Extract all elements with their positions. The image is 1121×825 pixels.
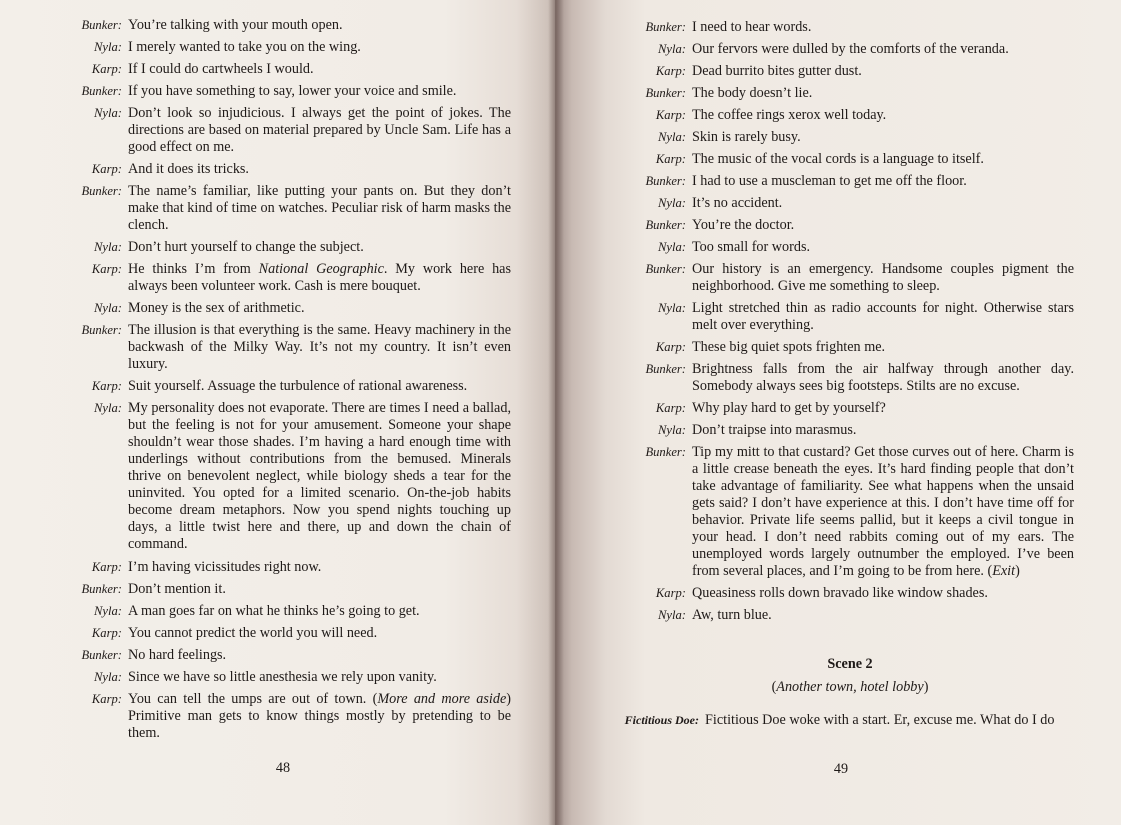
scene-setting: (Another town, hotel lobby) (771, 679, 929, 695)
dialogue-text: Tip my mitt to that custard? Get those curves out of here. Charm is a little crease beneath the eyes. It’s hard finding people that don’t take advantage of familiarity. See what happens when the unsaid gets said? I don’t have experience at this. I don’t have time off for behavior. Private life seems pallid, but it keeps a civil tongue in your head. I don’t need rabbits coming out of my ears. The unemployed words largely outnumber the employed. I’ve been from several places, and I’m going to be from here. (Exit) (692, 444, 1074, 579)
dialogue-text: Too small for words. (692, 239, 811, 255)
speaker-name: Karp: (655, 340, 686, 354)
dialogue-entry (0, 647, 511, 664)
dialogue-text: The name’s familiar, like putting your pants on. But they don’t make that kind of time on watches. Peculiar risk of harm masks the clench. (128, 183, 511, 233)
left-page (0, 0, 555, 825)
speaker-name: Nyla: (658, 130, 686, 144)
dialogue-entry (555, 444, 1074, 580)
dialogue-text: Skin is rarely busy. (692, 129, 801, 145)
dialogue-entry (0, 322, 511, 373)
speaker-name: Nyla: (94, 40, 122, 54)
dialogue-entry (0, 378, 511, 395)
dialogue-text: Fictitious Doe woke with a start. Er, excuse me. What do I do (705, 712, 1055, 728)
dialogue-entry (0, 581, 511, 598)
dialogue-entry (0, 559, 511, 576)
speaker-name: Bunker: (81, 18, 122, 32)
speaker-name: Bunker: (645, 262, 686, 276)
speaker-name: Bunker: (81, 323, 122, 337)
dialogue-entry (0, 161, 511, 178)
dialogue-text: The illusion is that everything is the same. Heavy machinery in the backwash of the Milky Way. It’s not my country. It isn’t even luxury. (128, 322, 511, 372)
dialogue-entry (0, 61, 511, 78)
speaker-name: Nyla: (94, 401, 122, 415)
dialogue-entry (555, 712, 1065, 729)
dialogue-entry (555, 607, 1074, 624)
dialogue-entry (555, 217, 1074, 234)
dialogue-text: Suit yourself. Assuage the turbulence of rational awareness. (128, 378, 468, 394)
dialogue-entry (555, 63, 1074, 80)
speaker-name: Karp: (655, 586, 686, 600)
dialogue-text: These big quiet spots frighten me. (692, 339, 886, 355)
dialogue-entry (555, 85, 1074, 102)
speaker-name: Nyla: (658, 240, 686, 254)
speaker-name: Karp: (655, 108, 686, 122)
dialogue-text: Aw, turn blue. (692, 607, 772, 623)
right-page (555, 0, 1121, 825)
speaker-name: Fictitious Doe: (624, 713, 699, 727)
dialogue-text: If you have something to say, lower your voice and smile. (128, 83, 457, 99)
dialogue-entry (0, 300, 511, 317)
speaker-name: Bunker: (81, 184, 122, 198)
speaker-name: Bunker: (81, 84, 122, 98)
dialogue-text: Our history is an emergency. Handsome couples pigment the neighborhood. Give me something to sleep. (692, 261, 1074, 294)
dialogue-text: Queasiness rolls down bravado like window shades. (692, 585, 988, 601)
dialogue-entry (555, 361, 1074, 395)
page-number: 48 (275, 760, 291, 776)
dialogue-text: You can tell the umps are out of town. (More and more aside) Primitive man gets to know things mostly by pretending to be them. (128, 691, 511, 741)
dialogue-entry (0, 603, 511, 620)
dialogue-entry (555, 173, 1074, 190)
dialogue-text: Why play hard to get by yourself? (692, 400, 886, 416)
dialogue-text: Brightness falls from the air halfway through another day. Somebody always sees big footsteps. Stilts are no excuse. (692, 361, 1074, 394)
dialogue-text: You’re the doctor. (692, 217, 795, 233)
dialogue-text: I had to use a muscleman to get me off the floor. (692, 173, 967, 189)
speaker-name: Karp: (655, 152, 686, 166)
dialogue-text: Don’t mention it. (128, 581, 226, 597)
dialogue-text: I merely wanted to take you on the wing. (128, 39, 361, 55)
speaker-name: Nyla: (94, 604, 122, 618)
dialogue-entry (555, 151, 1074, 168)
speaker-name: Nyla: (658, 423, 686, 437)
dialogue-entry (555, 41, 1074, 58)
speaker-name: Karp: (91, 379, 122, 393)
speaker-name: Nyla: (94, 240, 122, 254)
dialogue-entry (0, 83, 511, 100)
speaker-name: Karp: (91, 162, 122, 176)
dialogue-text: The body doesn’t lie. (692, 85, 813, 101)
speaker-name: Nyla: (658, 42, 686, 56)
speaker-name: Nyla: (658, 196, 686, 210)
dialogue-text: The music of the vocal cords is a language to itself. (692, 151, 984, 167)
dialogue-entry (555, 422, 1074, 439)
speaker-name: Bunker: (645, 218, 686, 232)
dialogue-text: He thinks I’m from National Geographic. My work here has always been volunteer work. Cash is mere bouquet. (128, 261, 512, 294)
dialogue-text: Since we have so little anesthesia we rely upon vanity. (128, 669, 437, 685)
speaker-name: Bunker: (645, 445, 686, 459)
dialogue-entry (0, 39, 511, 56)
dialogue-entry (555, 129, 1074, 146)
dialogue-entry (555, 261, 1074, 295)
dialogue-entry (0, 239, 511, 256)
dialogue-entry (0, 105, 511, 156)
dialogue-entry (0, 400, 511, 553)
speaker-name: Bunker: (645, 174, 686, 188)
dialogue-text: Dead burrito bites gutter dust. (692, 63, 862, 79)
dialogue-text: Money is the sex of arithmetic. (128, 300, 305, 316)
book-gutter (548, 0, 564, 825)
dialogue-text: No hard feelings. (128, 647, 227, 663)
dialogue-entry (555, 339, 1074, 356)
dialogue-entry (555, 585, 1074, 602)
dialogue-entry (0, 625, 511, 642)
speaker-name: Karp: (655, 64, 686, 78)
dialogue-text: I’m having vicissitudes right now. (128, 559, 322, 575)
dialogue-text: Don’t look so injudicious. I always get the point of jokes. The directions are based on material prepared by Uncle Sam. Life has a good effect on me. (128, 105, 511, 155)
dialogue-entry (555, 400, 1074, 417)
dialogue-entry (555, 239, 1074, 256)
speaker-name: Karp: (91, 62, 122, 76)
speaker-name: Nyla: (658, 608, 686, 622)
dialogue-text: The coffee rings xerox well today. (692, 107, 887, 123)
page-number: 49 (833, 761, 849, 777)
speaker-name: Bunker: (81, 582, 122, 596)
dialogue-entry (555, 107, 1074, 124)
dialogue-entry (555, 300, 1074, 334)
speaker-name: Nyla: (94, 106, 122, 120)
dialogue-entry (0, 261, 511, 295)
dialogue-entry (0, 669, 511, 686)
speaker-name: Bunker: (81, 648, 122, 662)
dialogue-text: It’s no accident. (692, 195, 783, 211)
scene-heading: Scene 2 (827, 656, 873, 672)
speaker-name: Bunker: (645, 362, 686, 376)
speaker-name: Karp: (91, 262, 122, 276)
speaker-name: Bunker: (645, 20, 686, 34)
dialogue-entry (555, 195, 1074, 212)
dialogue-entry (0, 183, 511, 234)
dialogue-text: A man goes far on what he thinks he’s going to get. (128, 603, 420, 619)
speaker-name: Karp: (91, 560, 122, 574)
speaker-name: Nyla: (658, 301, 686, 315)
dialogue-text: Don’t hurt yourself to change the subject. (128, 239, 364, 255)
speaker-name: Bunker: (645, 86, 686, 100)
dialogue-text: My personality does not evaporate. There are times I need a ballad, but the feeling is not for your amusement. Someone your shape shouldn’t wear those shades. I’m having a hard enough time with underlings without contributions from the bemused. Minerals thrive on benevolent neglect, while biology sheds a tear for the uninvited. You opted for a limited scenario. On-the-job habits become dream metaphors. Now you spend nights touching up days, a little twist here and there, up and down the chain of command. (128, 400, 511, 552)
speaker-name: Karp: (655, 401, 686, 415)
speaker-name: Nyla: (94, 670, 122, 684)
dialogue-text: You cannot predict the world you will need. (128, 625, 378, 641)
dialogue-text: If I could do cartwheels I would. (128, 61, 314, 77)
dialogue-entry (0, 691, 511, 742)
dialogue-text: Our fervors were dulled by the comforts of the veranda. (692, 41, 1009, 57)
speaker-name: Karp: (91, 692, 122, 706)
dialogue-text: Light stretched thin as radio accounts for night. Otherwise stars melt over everything. (692, 300, 1074, 333)
speaker-name: Nyla: (94, 301, 122, 315)
dialogue-entry (555, 19, 1074, 36)
dialogue-entry (0, 17, 511, 34)
dialogue-text: You’re talking with your mouth open. (128, 17, 343, 33)
speaker-name: Karp: (91, 626, 122, 640)
dialogue-text: I need to hear words. (692, 19, 812, 35)
dialogue-text: And it does its tricks. (128, 161, 249, 177)
dialogue-text: Don’t traipse into marasmus. (692, 422, 857, 438)
